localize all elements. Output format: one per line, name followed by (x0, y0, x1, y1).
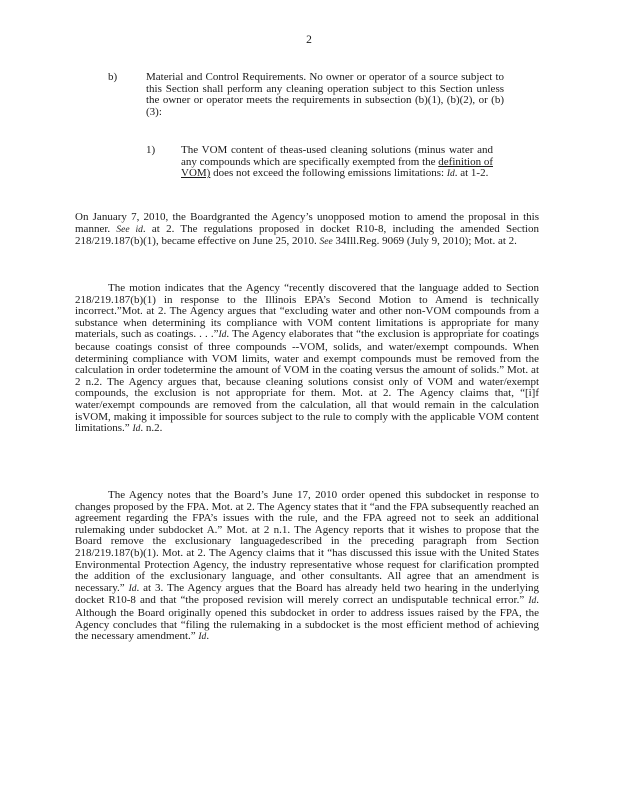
citation-id: Id (198, 632, 207, 643)
citation-id: Id (128, 583, 137, 594)
citation-id: Id (218, 330, 227, 341)
paragraph-motion-argument (75, 283, 539, 436)
paragraph-2-text-3: . n.2. (140, 422, 163, 435)
underlined-definition: definition of VOM) (181, 155, 493, 180)
subsection-b1-label: 1) (146, 144, 156, 156)
paragraph-3-text-1: The Agency notes that the Board’s June 17, 2010 order opened this subdocket in response to changes proposed by the FPA. Mot. at 2. The Agency states that it “and the FPA subsequently reached an agreement regarding the FPA’s issues with the rule, and the FPA agreed not to seek an additional rulemaking under subdocket A.” Mot. at 2 n.1. The Agency reports that it wishes to propose that the Board remove the exclusionary languagedescribed in the preceding paragraph from Section 218/219.187(b)(1). Mot. at 2. The Agency claims that it “has discussed this issue with the United States Environmental Protection Agency, the industry representative whose request for clarification prompted the addition of the exclusionary language, and other consultants. All agree that an amendment is necessary.” (75, 489, 539, 594)
subsection-b1-text (181, 145, 493, 181)
paragraph-agency-notes (75, 490, 539, 644)
subsection-b1-text-middle: does not exceed the following emissions limitations: (210, 167, 447, 180)
citation-see: See (319, 237, 333, 248)
paragraph-1-text-2: . at 2. The regulations proposed in docket R10-8, including the amended Section 218/219.187(b)(1), became effective on June 25, 2010. (75, 222, 539, 248)
paragraph-procedural-history (75, 212, 539, 249)
paragraph-2-text-1: The motion indicates that the Agency “recently discovered that the language added to Section 218/219.187(b)(1) in response to the Illinois EPA’s Second Motion to Amend is technically incorrect.”Mot. at 2. The Agency argues that “excluding water and other non-VOM compounds from a substance when determining its compliance with VOM content limitations is appropriate for many materials, such as coatings. . . .” (75, 282, 539, 341)
paragraph-1-text-1: On January 7, 2010, the Boardgranted the Agency’s unopposed motion to amend the proposal in this manner. (75, 211, 539, 235)
subsection-b-label: b) (108, 71, 118, 83)
page-number: 2 (306, 34, 312, 46)
citation-id: Id (446, 169, 455, 180)
subsection-b1-text-before: The VOM content of theas-used cleaning solutions (minus water and any compounds which are specifically exempted from the (181, 144, 493, 168)
paragraph-1-text-3: 34Ill.Reg. 9069 (July 9, 2010); Mot. at 2. (332, 235, 517, 248)
subsection-b1-text-after: . at 1-2. (454, 167, 489, 180)
paragraph-2-text-2: . The Agency elaborates that “the exclusion is appropriate for coatings because coatings consist of three compounds --VOM, solids, and water/exempt compounds. When determining compliance with VOM limits, water and exempt compounds must be removed from the calculation in order todetermine the amount of VOM in the coating versus the amount of solids.” Mot. at 2 n.2. The Agency argues that, because cleaning solutions consist only of VOM and water/exempt compounds, the exclusion is not appropriate for them. Mot. at 2. The Agency claims that, “[i]f water/exempt compounds are removed from the calculation, all that would remain in the calculation isVOM, making it impossible for sources subject to the rule to comply with the applicable VOM content limitations.” (75, 328, 539, 435)
citation-id: Id (132, 424, 141, 435)
paragraph-3-text-3: . Although the Board originally opened this subdocket in order to address issues raised by the FPA, the Agency concludes that “filing the rulemaking in a subdocket is the most efficient method of achieving the necessary amendment.” (75, 594, 539, 643)
paragraph-3-text-2: . at 3. The Agency argues that the Board has already held two hearing in the underlying docket R10-8 and that “the proposed revision will merely correct an undisputable technical error.” (75, 581, 540, 607)
paragraph-3-text-4: . (206, 630, 210, 643)
subsection-b-text: Material and Control Requirements. No owner or operator of a source subject to this Section shall perform any cleaning operation subject to this Section unless the owner or operator meets the requirements in subsection (b)(1), (b)(2), or (b)(3): (146, 71, 504, 118)
citation-see-id: See id (116, 224, 143, 235)
citation-id: Id (528, 596, 537, 607)
